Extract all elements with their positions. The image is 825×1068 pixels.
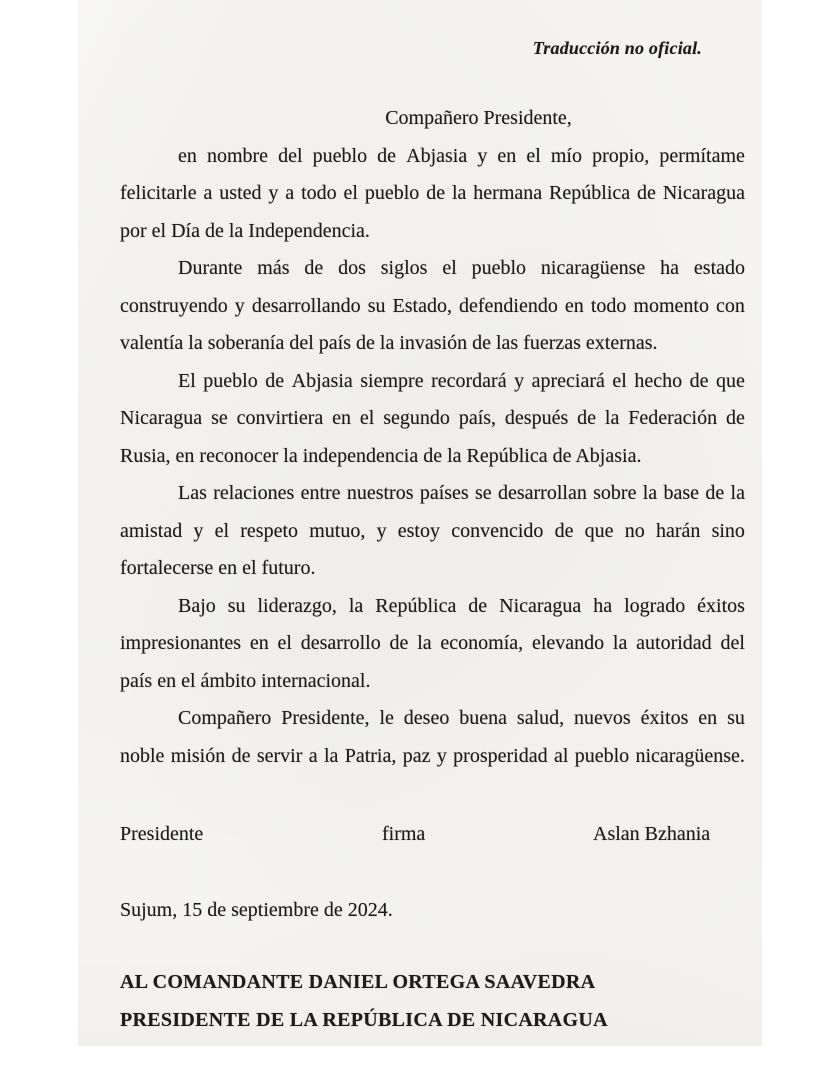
signature-role: Presidente [120, 823, 204, 845]
paragraph-line: noble misión de servir a la Patria, paz y prosperidad al pueblo nicaragüense. [120, 744, 745, 767]
paragraph-line: felicitarle a usted y a todo el pueblo de la hermana República de Nicaragua [120, 182, 745, 204]
addressee-block [120, 964, 608, 1039]
paragraph-line: impresionantes en el desarrollo de la economía, elevando la autoridad del [120, 632, 745, 654]
addressee-line-2: PRESIDENTE DE LA REPÚBLICA DE NICARAGUA [120, 1008, 608, 1031]
body-paragraph [120, 363, 745, 476]
letter-body [120, 100, 745, 775]
paragraph-line: valentía la soberanía del país de la invasión de las fuerzas externas. [120, 332, 658, 354]
paragraph-line: Bajo su liderazgo, la República de Nicaragua ha logrado éxitos [178, 594, 745, 617]
signature-name: Aslan Bzhania [593, 823, 711, 845]
salutation: Compañero Presidente, [385, 107, 572, 129]
paragraph-line: en nombre del pueblo de Abjasia y en el mío propio, permítame [178, 144, 745, 167]
paragraph-line: Durante más de dos siglos el pueblo nicaragüense ha estado [178, 257, 745, 279]
paragraph-line: Compañero Presidente, le deseo buena salud, nuevos éxitos en su [178, 707, 745, 729]
body-paragraph [120, 475, 745, 588]
signature-firma-label: firma [382, 823, 426, 845]
paragraph-line: país en el ámbito internacional. [120, 669, 371, 692]
body-paragraphs [120, 138, 745, 776]
body-paragraph [120, 138, 745, 251]
body-paragraph [120, 700, 745, 775]
body-paragraph [120, 250, 745, 363]
paragraph-line: Rusia, en reconocer la independencia de la República de Abjasia. [120, 444, 642, 467]
signature-row [120, 816, 745, 854]
paragraph-line: Nicaragua se convirtiera en el segundo país, después de la Federación de [120, 407, 745, 429]
body-paragraph [120, 588, 745, 701]
dateline: Sujum, 15 de septiembre de 2024. [120, 899, 393, 921]
paragraph-line: Las relaciones entre nuestros países se desarrollan sobre la base de la [178, 482, 745, 504]
paragraph-line: por el Día de la Independencia. [120, 219, 370, 242]
paragraph-line: amistad y el respeto mutuo, y estoy convencido de que no harán sino [120, 519, 745, 542]
paragraph-line: El pueblo de Abjasia siempre recordará y apreciará el hecho de que [178, 369, 745, 392]
addressee-line-1: AL COMANDANTE DANIEL ORTEGA SAAVEDRA [120, 971, 596, 993]
paragraph-line: fortalecerse en el futuro. [120, 557, 316, 579]
paragraph-line: construyendo y desarrollando su Estado, defendiendo en todo momento con [120, 294, 745, 317]
header-note: Traducción no oficial. [532, 38, 702, 58]
